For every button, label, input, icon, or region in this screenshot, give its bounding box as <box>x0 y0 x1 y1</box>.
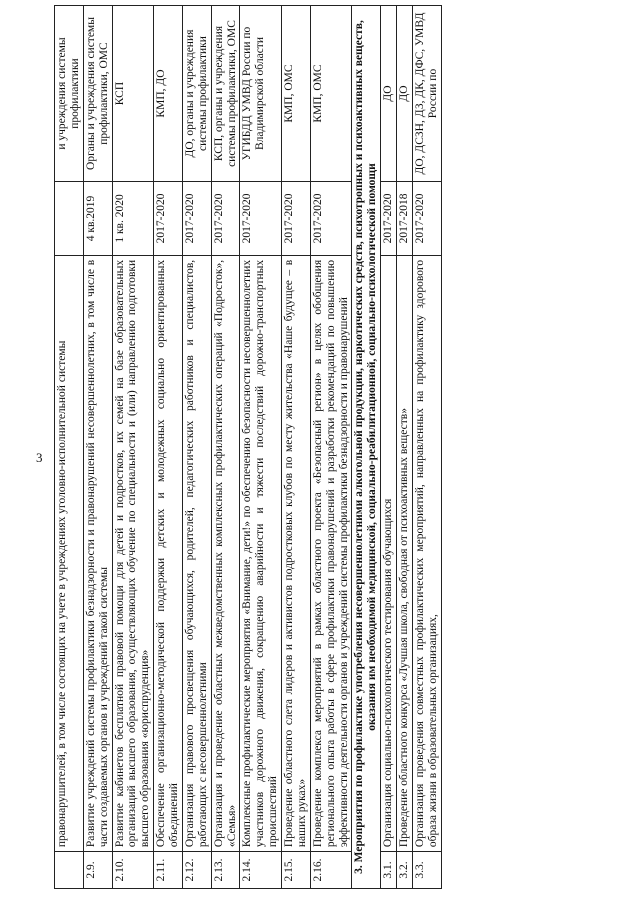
row-description: правонарушителей, в том числе состоящих на учете в учреждениях уголовно-исполнительной системы <box>55 255 84 851</box>
table-row <box>282 6 311 889</box>
row-responsible: и учреждения системы профилактики <box>55 6 84 182</box>
row-term: 2017-2020 <box>154 182 183 256</box>
row-term: 2017-2020 <box>282 182 311 256</box>
row-description: Организация правового просвещения обучающихся, родителей, педагогических работников и специалистов, работающих с несовершеннолетними <box>182 255 211 851</box>
section-heading: 3. Мероприятия по профилактике употребления несовершеннолетними алкогольной продукции, наркотических средств, психотропных и психоактивных веществ, оказания им необходимой медицинской, социально-реабилитационной, социально-психологической помощи <box>352 6 381 889</box>
table-row <box>211 6 240 889</box>
table-row <box>381 6 397 889</box>
table-row <box>182 6 211 889</box>
section-heading-row <box>352 6 381 889</box>
table-row <box>112 6 154 889</box>
row-term: 2017-2020 <box>412 182 441 256</box>
measures-table-body <box>55 6 442 889</box>
table-row <box>55 6 84 889</box>
row-term <box>55 182 84 256</box>
row-number: 2.12. <box>182 852 211 889</box>
row-number: 2.14. <box>240 852 282 889</box>
row-description: Проведение областного слета лидеров и активистов подростковых клубов по месту жительства «Наше будущее – в наших руках» <box>282 255 311 851</box>
row-number: 2.16. <box>310 852 352 889</box>
row-responsible: ДО, органы и учреждения системы профилактики <box>182 6 211 182</box>
row-responsible: КСП, органы и учреждения системы профилактики, ОМС <box>211 6 240 182</box>
row-number: 2.13. <box>211 852 240 889</box>
row-number: 2.11. <box>154 852 183 889</box>
row-responsible: ДО <box>381 6 397 182</box>
table-row <box>310 6 352 889</box>
table-row <box>83 6 112 889</box>
row-description: Проведение комплекса мероприятий в рамках областного проекта «Безопасный регион» в целях обобщения регионального опыта работы в сфере профилактики правонарушений и разработки рекомендаций по повышению эффективности деятельности органов и учреждений системы профилактики безнадзорности и правонарушений <box>310 255 352 851</box>
row-description: Комплексные профилактические мероприятия «Внимание, дети!» по обеспечению безопасности несовершеннолетних участников дорожного движения, сокращению аварийности и тяжести последствий дорожно-транспортных происшествий <box>240 255 282 851</box>
row-description: Развитие учреждений системы профилактики безнадзорности и правонарушений несовершеннолетних, в том числе в части создаваемых органов и учреждений такой системы <box>83 255 112 851</box>
row-term: 2017-2020 <box>211 182 240 256</box>
row-term: 1 кв. 2020 <box>112 182 154 256</box>
table-row <box>154 6 183 889</box>
row-term: 2017-2020 <box>381 182 397 256</box>
row-number: 3.1. <box>381 852 397 889</box>
row-responsible: КМП, ОМС <box>310 6 352 182</box>
row-term: 2017-2018 <box>397 182 413 256</box>
row-description: Обеспечение организационно-методической поддержки детских и молодежных социально ориентированных объединений <box>154 255 183 851</box>
row-description: Организация и проведение областных межведомственных комплексных профилактических операций «Подросток», «Семья» <box>211 255 240 851</box>
row-term: 2017-2020 <box>182 182 211 256</box>
row-number: 3.3. <box>412 852 441 889</box>
row-description: Развитие кабинетов бесплатной правовой помощи для детей и подростков, их семей на базе образовательных организаций высшего образования, осуществляющих обучение по специальности и (или) направлению подготовки высшего образования «юриспруденция» <box>112 255 154 851</box>
row-responsible: ДО, ДСЗН, ДЗ, ДК, ДФС, УМВД России по <box>412 6 441 182</box>
measures-table <box>54 5 442 889</box>
row-responsible: ДО <box>397 6 413 182</box>
row-number: 2.15. <box>282 852 311 889</box>
row-description: Организация проведения совместных профилактических мероприятий, направленных на профилактику здорового образа жизни в образовательных организациях, <box>412 255 441 851</box>
row-term: 4 кв.2019 <box>83 182 112 256</box>
row-responsible: КМП, ОМС <box>282 6 311 182</box>
row-description: Организация социально-психологического тестирования обучающихся <box>381 255 397 851</box>
row-responsible: УГИБДД УМВД России по Владимирской области <box>240 6 282 182</box>
row-number <box>55 852 84 889</box>
row-responsible: КМП, ДО <box>154 6 183 182</box>
row-number: 2.10. <box>112 852 154 889</box>
table-row <box>240 6 282 889</box>
table-row <box>412 6 441 889</box>
table-row <box>397 6 413 889</box>
row-responsible: КСП <box>112 6 154 182</box>
row-term: 2017-2020 <box>240 182 282 256</box>
row-responsible: Органы и учреждения системы профилактики, ОМС <box>83 6 112 182</box>
row-number: 3.2. <box>397 852 413 889</box>
page-number: 3 <box>36 450 43 465</box>
row-description: Проведение областного конкурса «Лучшая школа, свободная от психоактивных веществ» <box>397 255 413 851</box>
row-term: 2017-2020 <box>310 182 352 256</box>
row-number: 2.9. <box>83 852 112 889</box>
